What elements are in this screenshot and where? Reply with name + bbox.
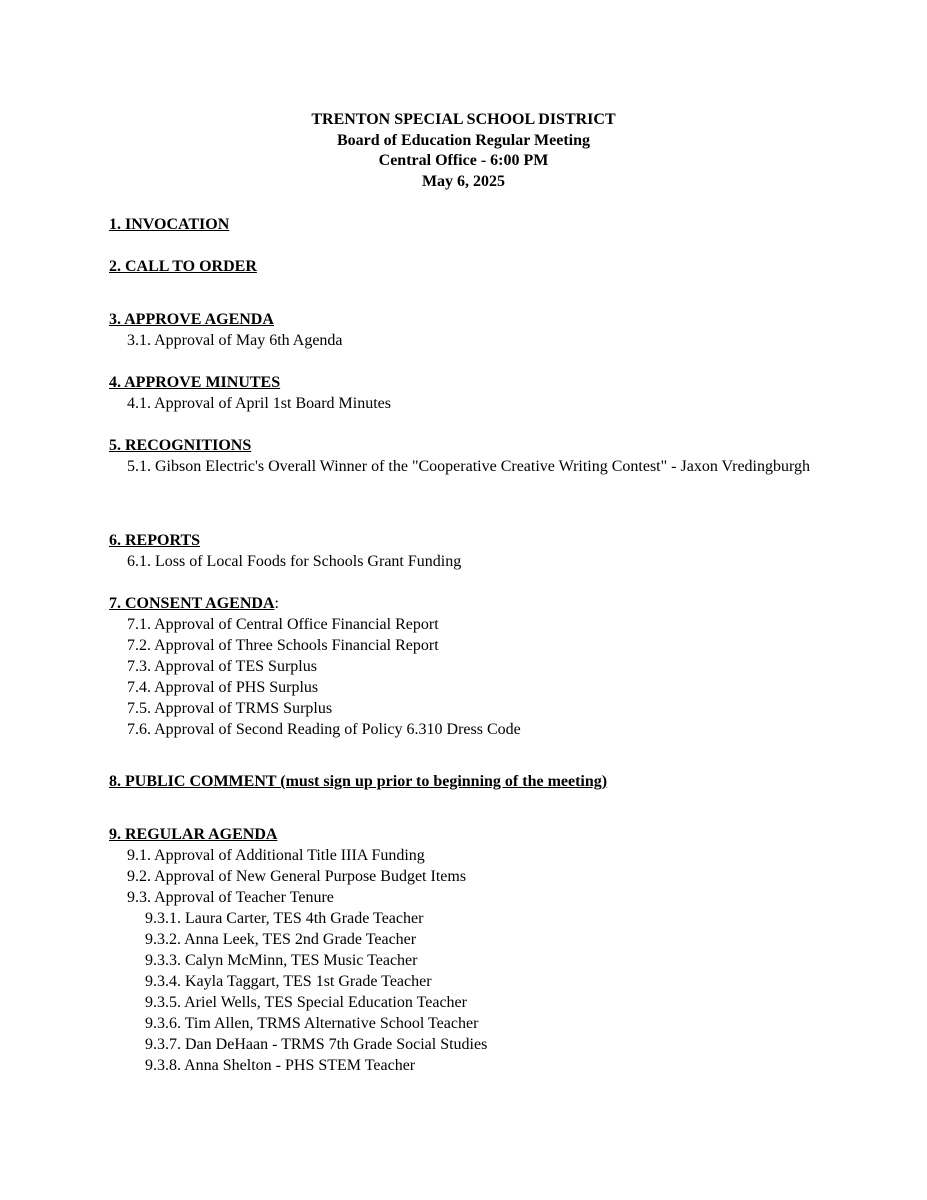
item-text: Approval of May 6th Agenda: [154, 332, 343, 349]
item-number: 7.4.: [127, 679, 151, 696]
item-text: Approval of Additional Title IIIA Funding: [154, 847, 425, 864]
item-text: Tim Allen, TRMS Alternative School Teacher: [184, 1015, 479, 1032]
section-title: 1. INVOCATION: [109, 216, 230, 233]
tenure-item: [145, 929, 869, 950]
document-header: [0, 110, 927, 192]
item-number: 9.3.6.: [145, 1015, 181, 1032]
item-text: Dan DeHaan - TRMS 7th Grade Social Studies: [185, 1036, 488, 1053]
tenure-item: [145, 1013, 869, 1034]
item-number: 9.3.8.: [145, 1057, 181, 1074]
agenda-item: [127, 845, 869, 866]
item-number: 3.1.: [127, 332, 151, 349]
meeting-location-time: Central Office - 6:00 PM: [378, 152, 549, 169]
item-number: 9.2.: [127, 868, 151, 885]
section-title-suffix: :: [274, 595, 279, 612]
section-title: 9. REGULAR AGENDA: [109, 826, 278, 843]
item-number: 5.1.: [127, 458, 151, 475]
tenure-item: [145, 950, 869, 971]
item-text: Calyn McMinn, TES Music Teacher: [185, 952, 418, 969]
section-title: 4. APPROVE MINUTES: [109, 374, 281, 391]
section-title: 8. PUBLIC COMMENT (must sign up prior to beginning of the meeting): [109, 773, 608, 790]
section-call-to-order: [109, 256, 869, 277]
item-text: Approval of Second Reading of Policy 6.310 Dress Code: [154, 721, 521, 738]
agenda-item: [127, 719, 869, 740]
section-regular-agenda: [109, 824, 869, 1076]
meeting-date: May 6, 2025: [421, 172, 506, 190]
tenure-item: [145, 971, 869, 992]
section-consent-agenda: [109, 593, 869, 740]
agenda-item: [127, 887, 869, 908]
item-text: Approval of Teacher Tenure: [154, 889, 334, 906]
item-text: Ariel Wells, TES Special Education Teacher: [184, 994, 467, 1011]
section-title: 3. APPROVE AGENDA: [109, 311, 274, 328]
agenda-item: [127, 393, 869, 414]
tenure-item: [145, 1034, 869, 1055]
agenda-item: [127, 677, 869, 698]
item-number: 9.3.1.: [145, 910, 181, 927]
tenure-item: [145, 992, 869, 1013]
agenda-item: [127, 330, 869, 351]
item-number: 9.3.2.: [145, 931, 181, 948]
agenda-item: [127, 456, 857, 477]
section-recognitions: [109, 435, 869, 477]
item-text: Approval of New General Purpose Budget Items: [154, 868, 467, 885]
agenda-item: [127, 698, 869, 719]
section-approve-agenda: [109, 309, 869, 351]
item-text: Laura Carter, TES 4th Grade Teacher: [185, 910, 424, 927]
item-number: 7.3.: [127, 658, 151, 675]
item-number: 9.3.: [127, 889, 151, 906]
item-number: 9.3.5.: [145, 994, 181, 1011]
item-text: Approval of TRMS Surplus: [154, 700, 333, 717]
section-public-comment: [109, 771, 869, 792]
section-invocation: [109, 214, 869, 235]
section-approve-minutes: [109, 372, 869, 414]
item-number: 7.6.: [127, 721, 151, 738]
agenda-item: [127, 866, 869, 887]
item-text: Anna Shelton - PHS STEM Teacher: [184, 1057, 416, 1074]
item-text: Approval of April 1st Board Minutes: [154, 395, 391, 412]
agenda-item: [127, 551, 869, 572]
tenure-item: [145, 1055, 869, 1076]
item-number: 9.3.4.: [145, 973, 181, 990]
item-number: 7.5.: [127, 700, 151, 717]
agenda-item: [127, 614, 869, 635]
item-number: 9.3.3.: [145, 952, 181, 969]
agenda-item: [127, 635, 869, 656]
section-title: 5. RECOGNITIONS: [109, 437, 252, 454]
item-number: 7.1.: [127, 616, 151, 633]
section-title: 7. CONSENT AGENDA: [109, 595, 275, 612]
agenda-item: [127, 656, 869, 677]
district-name: TRENTON SPECIAL SCHOOL DISTRICT: [311, 111, 616, 128]
item-number: 7.2.: [127, 637, 151, 654]
section-title: 6. REPORTS: [109, 532, 201, 549]
item-number: 4.1.: [127, 395, 151, 412]
item-text: Approval of Three Schools Financial Report: [154, 637, 439, 654]
item-text: Anna Leek, TES 2nd Grade Teacher: [184, 931, 417, 948]
item-text: Kayla Taggart, TES 1st Grade Teacher: [185, 973, 432, 990]
item-text: Approval of PHS Surplus: [154, 679, 319, 696]
item-text: Approval of TES Surplus: [154, 658, 317, 675]
item-number: 9.1.: [127, 847, 151, 864]
section-reports: [109, 530, 869, 572]
item-text: Gibson Electric's Overall Winner of the "Cooperative Creative Writing Contest" - Jaxon Vredingburgh: [155, 458, 811, 475]
meeting-type: Board of Education Regular Meeting: [336, 131, 591, 149]
item-text: Loss of Local Foods for Schools Grant Funding: [155, 553, 462, 570]
section-title: 2. CALL TO ORDER: [109, 258, 257, 275]
item-number: 6.1.: [127, 553, 151, 570]
item-text: Approval of Central Office Financial Report: [154, 616, 439, 633]
tenure-item: [145, 908, 869, 929]
item-number: 9.3.7.: [145, 1036, 181, 1053]
